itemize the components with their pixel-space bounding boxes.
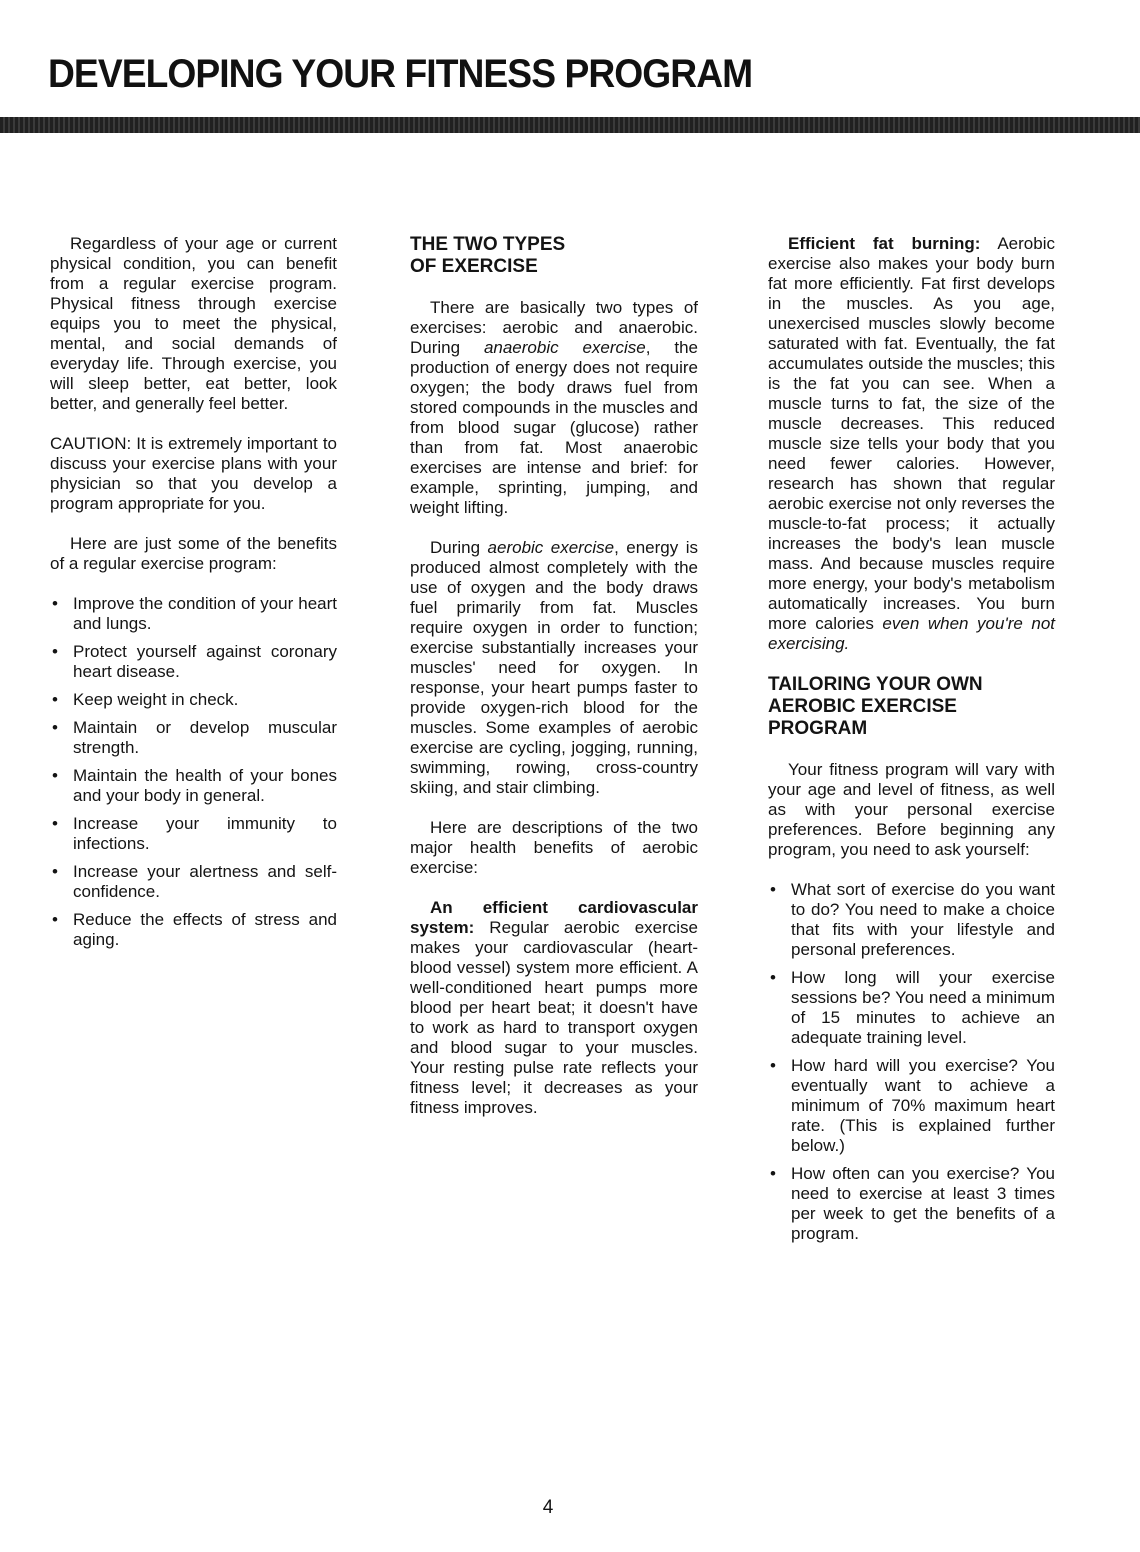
list-item: • How long will your exercise sessions be? You need a minimum of 15 minutes to achieve an adequate training level. — [768, 968, 1055, 1048]
heading-line: TAILORING YOUR OWN — [768, 674, 983, 695]
list-item: • What sort of exercise do you want to do? You need to make a choice that fits with your lifestyle and personal preferences. — [768, 880, 1055, 960]
benefits-description-paragraph: Here are descriptions of the two major health benefits of aerobic exercise: — [410, 818, 698, 877]
list-item: • How hard will you exercise? You eventually want to achieve a minimum of 70% maximum heart rate. (This is explained further below.) — [768, 1056, 1055, 1156]
lead-fat-burning: Efficient fat burning: — [788, 234, 981, 253]
column-middle — [410, 234, 698, 1118]
heading-line: AEROBIC EXERCISE — [768, 696, 957, 717]
section-heading-tailoring — [768, 674, 1055, 740]
text-run: There are basically two types of exercises: aerobic and anaerobic. During — [410, 298, 698, 357]
list-item: • Improve the condition of your heart and lungs. — [50, 594, 337, 634]
list-item: • Maintain the health of your bones and your body in general. — [50, 766, 337, 806]
text-run: During — [430, 538, 488, 557]
intro-paragraph: Regardless of your age or current physical condition, you can benefit from a regular exercise program. Physical fitness through exercise equips you to meet the physical, mental, and social demands of everyday life. Through exercise, you will sleep better, eat better, look better, and generally feel better. — [50, 234, 337, 413]
list-item: • Increase your alertness and self-confidence. — [50, 862, 337, 902]
term-aerobic: aerobic exercise — [487, 538, 615, 557]
text-run-italic: even when you're not exercising. — [768, 614, 1055, 653]
aerobic-paragraph — [410, 538, 698, 798]
header-rule — [0, 117, 1140, 133]
tailoring-paragraph: Your fitness program will vary with your age and level of fitness, as well as with your personal exercise preferences. Before beginning any program, you need to ask yourself: — [768, 760, 1055, 859]
column-right — [768, 234, 1055, 1252]
section-heading-two-types — [410, 234, 698, 278]
text-run: Regular aerobic exercise makes your cardiovascular (heart-blood vessel) system more efficient. A well-conditioned heart pumps more blood per heart beat; it doesn't have to work as hard to transport oxygen and blood sugar to your muscles. Your resting pulse rate reflects your fitness level; it decreases as your fitness improves. — [410, 918, 698, 1117]
page-number: 4 — [542, 1497, 554, 1518]
heading-line: THE TWO TYPES — [410, 234, 566, 255]
cardiovascular-paragraph — [410, 898, 698, 1118]
list-item: • Maintain or develop muscular strength. — [50, 718, 337, 758]
column-left — [50, 234, 337, 958]
list-item: • Reduce the effects of stress and aging. — [50, 910, 337, 950]
heading-line: PROGRAM — [768, 718, 868, 739]
text-run: , the production of energy does not require oxygen; the body draws fuel from stored compounds in the muscles and from blood sugar (glucose) rather than from fat. Most anaerobic exercises are intense and brief: for example, sprinting, jumping, and weight lifting. — [410, 338, 698, 517]
page-title: DEVELOPING YOUR FITNESS PROGRAM — [48, 52, 753, 96]
caution-paragraph: CAUTION: It is extremely important to discuss your exercise plans with your physician so that you develop a program appropriate for you. — [50, 434, 337, 513]
text-run: , energy is produced almost completely with the use of oxygen and the body draws fuel primarily from fat. Muscles require oxygen in order to function; exercise substantially increases your muscles' need for oxygen. In response, your heart pumps faster to provide oxygen-rich blood for the muscles. Some examples of aerobic exercise are cycling, jogging, running, swimming, rowing, cross-country skiing, and stair climbing. — [410, 538, 698, 797]
list-item: • Keep weight in check. — [50, 690, 337, 710]
questions-list — [768, 880, 1055, 1244]
list-item: • Protect yourself against coronary heart disease. — [50, 642, 337, 682]
heading-line: OF EXERCISE — [410, 256, 538, 277]
term-anaerobic: anaerobic exercise — [483, 338, 646, 357]
list-item: • How often can you exercise? You need to exercise at least 3 times per week to get the benefits of a program. — [768, 1164, 1055, 1244]
list-item: • Increase your immunity to infections. — [50, 814, 337, 854]
lead-cardiovascular: An efficient cardiovascular system: — [410, 898, 698, 937]
benefits-intro: Here are just some of the benefits of a regular exercise program: — [50, 534, 337, 573]
fat-burning-paragraph — [768, 234, 1055, 654]
benefits-list — [50, 594, 337, 950]
text-run: Aerobic exercise also makes your body burn fat more efficiently. Fat first develops in the muscles. As you age, unexercised muscles slowly become saturated with fat. Eventually, the fat accumulates outside the muscles; this is the fat you can see. When a muscle turns to fat, the size of the muscle decreases. This reduced muscle size tells your body that you need fewer calories. However, research has shown that regular aerobic exercise not only reverses the muscle-to-fat process; it actually increases the body's lean muscle mass. And because muscles require more energy, your body's metabolism automatically increases. You burn more calories — [768, 234, 1055, 633]
anaerobic-paragraph — [410, 298, 698, 518]
